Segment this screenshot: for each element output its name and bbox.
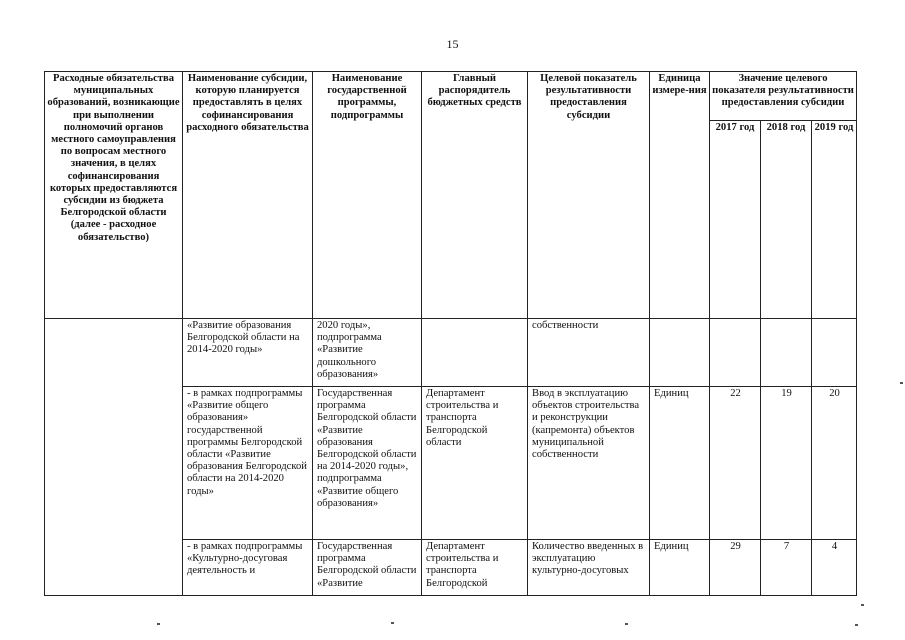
cell-program-name: Государственная программа Белгородской области «Развитие	[313, 540, 422, 596]
cell-unit: Единиц	[650, 540, 710, 596]
table-row	[45, 319, 857, 387]
cell-value-2019: 20	[812, 387, 857, 540]
scan-speck	[861, 604, 864, 606]
header-target-indicator: Целевой показатель результативности предоставления субсидии	[528, 72, 650, 319]
scan-speck	[855, 624, 858, 626]
header-obligation: Расходные обязательства муниципальных образований, возникающие при выполнении полномочий органов местного самоуправления по вопросам местного значения, в целях софинансирования которых предоставляются субсидии из бюджета Белгородской области (далее - расходное обязательство)	[45, 72, 183, 319]
cell-target-indicator: собственности	[528, 319, 650, 387]
cell-budget-manager: Департамент строительства и транспорта Белгородской	[422, 540, 528, 596]
cell-value-2019: 4	[812, 540, 857, 596]
cell-budget-manager	[422, 319, 528, 387]
cell-program-name: Государственная программа Белгородской области «Развитие образования Белгородской области на 2014-2020 годы», подпрограмма «Развитие общего образования»	[313, 387, 422, 540]
cell-unit	[650, 319, 710, 387]
cell-value-2018	[761, 319, 812, 387]
cell-value-2017: 22	[710, 387, 761, 540]
cell-value-2017	[710, 319, 761, 387]
header-subsidy-name: Наименование субсидии, которую планируется предоставлять в целях софинансирования расходного обязательства	[183, 72, 313, 319]
cell-obligation	[45, 319, 183, 596]
header-program-name: Наименование государственной программы, подпрограммы	[313, 72, 422, 319]
scan-speck	[391, 622, 394, 624]
cell-value-2017: 29	[710, 540, 761, 596]
header-year-2018: 2018 год	[761, 121, 812, 319]
cell-value-2018: 7	[761, 540, 812, 596]
header-year-2017: 2017 год	[710, 121, 761, 319]
cell-subsidy-name: - в рамках подпрограммы «Развитие общего образования» государственной программы Белгородской области «Развитие образования Белгородской области на 2014-2020 годы»	[183, 387, 313, 540]
cell-subsidy-name: - в рамках подпрограммы «Культурно-досуговая деятельность и	[183, 540, 313, 596]
subsidy-table	[44, 71, 857, 596]
cell-value-2018: 19	[761, 387, 812, 540]
cell-unit: Единиц	[650, 387, 710, 540]
scan-speck	[157, 623, 160, 625]
cell-target-indicator: Ввод в эксплуатацию объектов строительства и реконструкции (капремонта) объектов муниципальной собственности	[528, 387, 650, 540]
cell-budget-manager: Департамент строительства и транспорта Белгородской области	[422, 387, 528, 540]
header-target-value: Значение целевого показателя результативности предоставления субсидии	[710, 72, 857, 121]
scan-speck	[625, 623, 628, 625]
cell-value-2019	[812, 319, 857, 387]
cell-target-indicator: Количество введенных в эксплуатацию культурно-досуговых	[528, 540, 650, 596]
cell-program-name: 2020 годы», подпрограмма «Развитие дошкольного образования»	[313, 319, 422, 387]
header-budget-manager: Главный распорядитель бюджетных средств	[422, 72, 528, 319]
cell-subsidy-name: «Развитие образования Белгородской области на 2014-2020 годы»	[183, 319, 313, 387]
header-year-2019: 2019 год	[812, 121, 857, 319]
scan-speck	[900, 382, 903, 384]
page-number: 15	[446, 37, 459, 51]
header-unit: Единица измере-ния	[650, 72, 710, 319]
